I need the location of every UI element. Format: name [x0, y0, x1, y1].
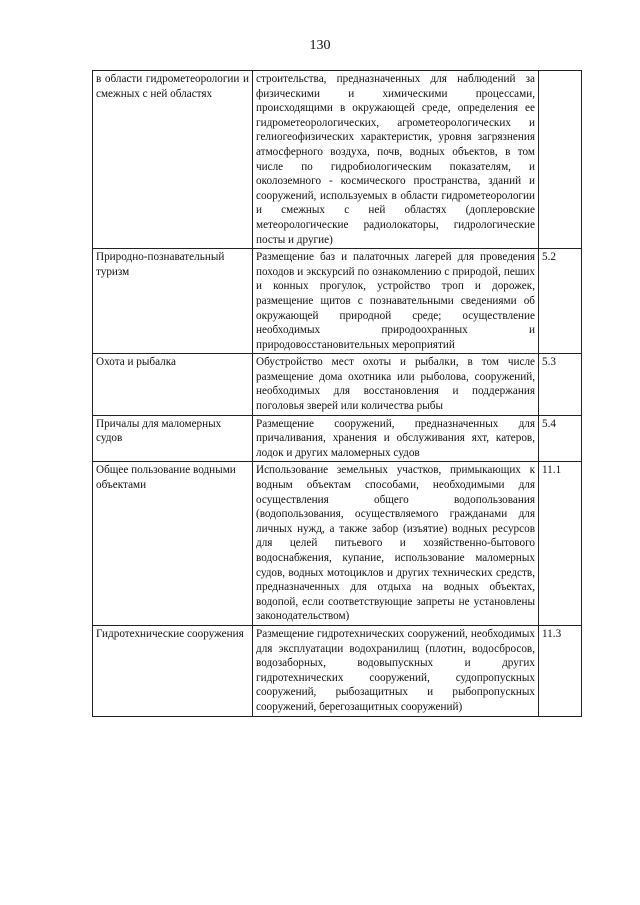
land-use-description-cell: Размещение гидротехнических сооружений, необходимых для эксплуатации водохранилищ (плотин, водосбросов, водозаборных, водовыпускных и других гидротехнических сооружений, судопропускных сооружений, рыбозащитных и рыбопропускных сооружений, берегозащитных сооружений) — [253, 625, 539, 716]
land-use-code-cell: 5.3 — [539, 354, 582, 415]
land-use-name-cell: Охота и рыбалка — [93, 354, 253, 415]
land-use-description-cell: Использование земельных участков, примыкающих к водным объектам способами, необходимыми для осуществления общего водопользования (водопользования, осуществляемого гражданами для личных нужд, а также забор (изъятие) водных ресурсов для целей питьевого и хозяйственно-бытового водоснабжения, купание, использование маломерных судов, водных мотоциклов и других технических средств, предназначенных для отдыха на водных объектах, водопой, если соответствующие запреты не установлены законодательством) — [253, 462, 539, 626]
land-use-name-cell: Природно-познавательный туризм — [93, 249, 253, 354]
land-use-code-cell: 5.4 — [539, 415, 582, 462]
land-use-description-cell: Размещение сооружений, предназначенных для причаливания, хранения и обслуживания яхт, катеров, лодок и других маломерных судов — [253, 415, 539, 462]
land-use-name-cell: Причалы для маломерных судов — [93, 415, 253, 462]
land-use-name-cell: Гидротехнические сооружения — [93, 625, 253, 716]
land-use-description-cell: Обустройство мест охоты и рыбалки, в том числе размещение дома охотника или рыболова, сооружений, необходимых для восстановления и поддержания поголовья зверей или количества рыбы — [253, 354, 539, 415]
table-row — [93, 415, 582, 462]
land-use-description-cell: строительства, предназначенных для наблюдений за физическими и химическими процессами, происходящими в окружающей среде, определения ее гидрометеорологических, агрометеорологических и гелиогеофизических характеристик, уровня загрязнения атмосферного воздуха, почв, водных объектов, в том числе по гидробиологическим показателям, и околоземного - космического пространства, зданий и сооружений, используемых в области гидрометеорологии и смежных с ней областях (доплеровские метеорологические радиолокаторы, гидрологические посты и другие) — [253, 71, 539, 249]
table-row — [93, 71, 582, 249]
table-row — [93, 462, 582, 626]
land-use-code-cell: 5.2 — [539, 249, 582, 354]
land-use-code-cell — [539, 71, 582, 249]
land-use-table — [92, 70, 582, 717]
table-row — [93, 354, 582, 415]
land-use-name-cell: в области гидрометеорологии и смежных с ней областях — [93, 71, 253, 249]
page-number: 130 — [309, 38, 331, 53]
land-use-description-cell: Размещение баз и палаточных лагерей для проведения походов и экскурсий по ознакомлению с природой, пеших и конных прогулок, устройство троп и дорожек, размещение щитов с познавательными сведениями об окружающей природной среде; осуществление необходимых природоохранных и природовосстановительных мероприятий — [253, 249, 539, 354]
table-row — [93, 625, 582, 716]
land-use-code-cell: 11.1 — [539, 462, 582, 626]
land-use-code-cell: 11.3 — [539, 625, 582, 716]
table-row — [93, 249, 582, 354]
land-use-name-cell: Общее пользование водными объектами — [93, 462, 253, 626]
